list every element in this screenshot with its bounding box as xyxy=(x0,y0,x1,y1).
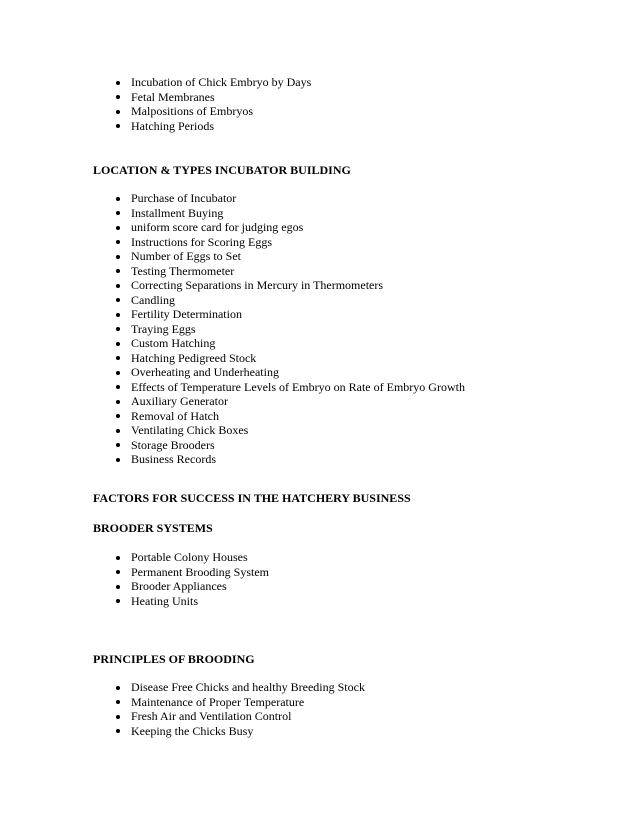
section-heading-brooder-systems: BROODER SYSTEMS xyxy=(93,521,213,535)
bullet-icon xyxy=(116,197,120,201)
list-item: Fetal Membranes xyxy=(0,90,638,105)
bullet-icon xyxy=(116,327,120,331)
list-item: Portable Colony Houses xyxy=(0,550,638,565)
section-heading-location: LOCATION & TYPES INCUBATOR BUILDING xyxy=(93,163,351,177)
list-item: Ventilating Chick Boxes xyxy=(0,423,638,438)
list-item: Fresh Air and Ventilation Control xyxy=(0,709,638,724)
bullet-icon xyxy=(116,211,120,215)
bullet-icon xyxy=(116,729,120,733)
bullet-icon xyxy=(116,599,120,603)
bullet-icon xyxy=(116,284,120,288)
list-item: Heating Units xyxy=(0,594,638,609)
list-location xyxy=(0,191,638,467)
bullet-icon xyxy=(116,110,120,114)
bullet-icon xyxy=(116,313,120,317)
list-item: Disease Free Chicks and healthy Breeding Stock xyxy=(0,680,638,695)
bullet-icon xyxy=(116,458,120,462)
list-item: Removal of Hatch xyxy=(0,409,638,424)
list-item: Keeping the Chicks Busy xyxy=(0,724,638,739)
list-item: Incubation of Chick Embryo by Days xyxy=(0,75,638,90)
list-item: Business Records xyxy=(0,452,638,467)
list-brooder-systems xyxy=(0,550,638,608)
bullet-icon xyxy=(116,443,120,447)
list-item: Effects of Temperature Levels of Embryo on Rate of Embryo Growth xyxy=(0,380,638,395)
bullet-icon xyxy=(116,255,120,259)
list-item: Auxiliary Generator xyxy=(0,394,638,409)
list-item: Installment Buying xyxy=(0,206,638,221)
list-incubation xyxy=(0,75,638,133)
list-item: Number of Eggs to Set xyxy=(0,249,638,264)
list-item: Permanent Brooding System xyxy=(0,565,638,580)
list-item: Storage Brooders xyxy=(0,438,638,453)
bullet-icon xyxy=(116,385,120,389)
list-item: Overheating and Underheating xyxy=(0,365,638,380)
list-item: uniform score card for judging egos xyxy=(0,220,638,235)
bullet-icon xyxy=(116,556,120,560)
bullet-icon xyxy=(116,585,120,589)
list-item: Brooder Appliances xyxy=(0,579,638,594)
list-item: Maintenance of Proper Temperature xyxy=(0,695,638,710)
bullet-icon xyxy=(116,371,120,375)
bullet-icon xyxy=(116,226,120,230)
list-principles xyxy=(0,680,638,738)
bullet-icon xyxy=(116,414,120,418)
bullet-icon xyxy=(116,298,120,302)
list-item: Fertility Determination xyxy=(0,307,638,322)
list-item: Instructions for Scoring Eggs xyxy=(0,235,638,250)
list-item: Traying Eggs xyxy=(0,322,638,337)
list-item: Hatching Periods xyxy=(0,119,638,134)
bullet-icon xyxy=(116,269,120,273)
bullet-icon xyxy=(116,686,120,690)
bullet-icon xyxy=(116,342,120,346)
bullet-icon xyxy=(116,95,120,99)
section-heading-factors: FACTORS FOR SUCCESS IN THE HATCHERY BUSINESS xyxy=(93,491,411,505)
bullet-icon xyxy=(116,715,120,719)
list-item: Hatching Pedigreed Stock xyxy=(0,351,638,366)
bullet-icon xyxy=(116,570,120,574)
list-item: Custom Hatching xyxy=(0,336,638,351)
bullet-icon xyxy=(116,400,120,404)
list-item: Purchase of Incubator xyxy=(0,191,638,206)
bullet-icon xyxy=(116,429,120,433)
section-heading-principles: PRINCIPLES OF BROODING xyxy=(93,652,255,666)
bullet-icon xyxy=(116,240,120,244)
list-item: Candling xyxy=(0,293,638,308)
bullet-icon xyxy=(116,81,120,85)
bullet-icon xyxy=(116,124,120,128)
bullet-icon xyxy=(116,700,120,704)
bullet-icon xyxy=(116,356,120,360)
list-item: Malpositions of Embryos xyxy=(0,104,638,119)
list-item: Correcting Separations in Mercury in Thermometers xyxy=(0,278,638,293)
list-item: Testing Thermometer xyxy=(0,264,638,279)
